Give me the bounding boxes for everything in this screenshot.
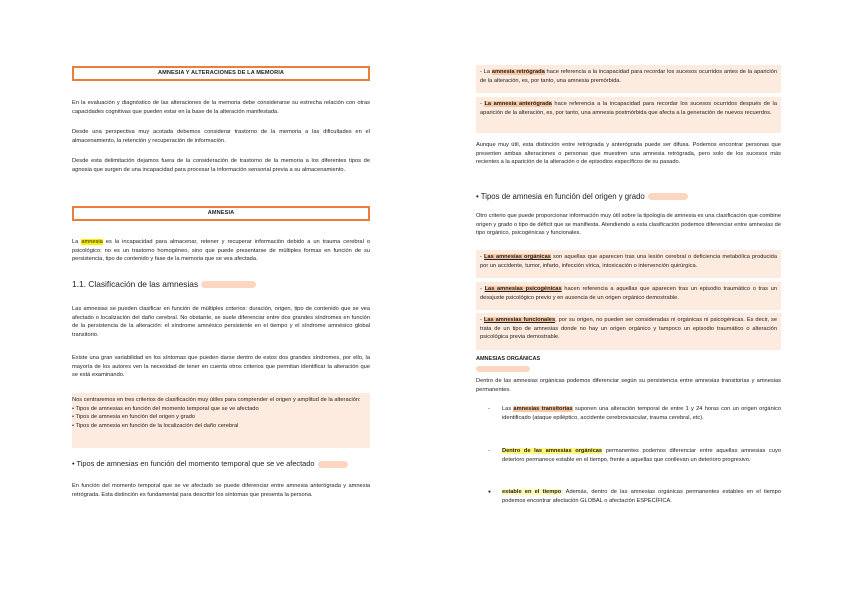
heading-underline-bar (318, 461, 348, 468)
paragraph-transitorias: Las amnesias transitorias suponen una alteración temporal de entre 1 y 24 horas con un origen orgánico identificado (ataque epiléptico, accidente cerebrovascular, trauma cerebral, etc). (502, 406, 782, 421)
highlight-psicogenicas: Las amnesias psicogénicas (484, 286, 562, 292)
subheading-organicas-row (476, 355, 781, 375)
heading-underline-bar (201, 281, 256, 288)
list-item-estable (476, 488, 781, 505)
highlight-estable: estable en el tiempo (502, 489, 562, 495)
psicogenicas-box (476, 282, 781, 310)
paragraph-persistencia: Dentro de las amnesias orgánicas podemos diferenciar según su persistencia entre amnesias transitorias y amnesias permanentes. (476, 378, 781, 393)
criteria-box (72, 393, 370, 448)
heading-underline-bar (648, 193, 688, 200)
highlight-amnesia: amnesia (81, 239, 103, 245)
highlight-transitorias: amnesias transitorias (513, 406, 573, 412)
paragraph-funcionales: - Las amnesias funcionales, por su origen, no pueden ser consideradas ni orgánicas ni psicogénicas. Es decir, se trata de un tipo de amnesias donde no hay un origen orgánico y tampoco un episodio traumático o alteración psicológica previa demostrable. (480, 317, 777, 341)
retrograda-box (476, 65, 781, 93)
subheading-underline-bar (476, 366, 530, 372)
anterograda-box (476, 97, 781, 133)
criteria-bullet-2: • Tipos de amnesia en función del origen y grado (72, 414, 196, 421)
title-amnesia-alteraciones: AMNESIA Y ALTERACIONES DE LA MEMORIA (72, 66, 370, 81)
paragraph-organicas: - Las amnesias orgánicas son aquellas que aparecen tras una lesión cerebral o deficiencia metabólica producida por un accidente, tumor, infarto, infección vírica, intoxicación o intervención quirúrgica. (480, 254, 777, 269)
highlight-dentro-organicas: Dentro de las amnesias orgánicas (502, 448, 603, 454)
paragraph-permanentes: Dentro de las amnesias orgánicas permanentes podemos diferenciar entre aquellas amnesias cuyo deterioro permanece estable en el tiempo, frente a aquellas que conllevan un deterioro progresivo. (502, 448, 781, 463)
paragraph-retrograda: - La amnesia retrógrada hace referencia a la incapacidad para recordar los sucesos ocurridos antes de la aparición de la alteración, es, por tanto, una amnesia premórbida. (480, 69, 777, 84)
highlight-funcionales: Las amnesias funcionales (483, 317, 556, 323)
list-dash: - (488, 448, 490, 454)
paragraph-variabilidad: Existe una gran variabilidad en los síntomas que pueden darse dentro de estos dos grandes síndromes, por ello, la mayoría de los autores ven la necesidad de tener en cuenta otros criterios que permitan identificar la alteración que se está examinando. (72, 355, 370, 379)
paragraph-anterograda: - La amnesia anterógrada hace referencia a la incapacidad para recordar los sucesos ocurridos después de la aparición de la alteración, es, por tanto, una amnesia postmórbida que afecta a la generación de nuevos recuerdos. (480, 101, 777, 116)
paragraph-otro-criterio: Otro criterio que puede proporcionar información muy útil sobre la tipología de amnesia es una clasificación que combine origen y grado o tipo de déficit que se manifiesta. Atendiendo a esta clasificación podemos diferenciar entre amnesias de tipo orgánico, psicogénicas y funcionales. (476, 213, 781, 237)
criteria-bullet-3: • Tipos de amnesia en función de la localización del daño cerebral (72, 422, 239, 429)
highlight-retrograda: amnesia retrógrada (491, 69, 545, 75)
list-item-permanentes (476, 447, 781, 464)
title-amnesia: AMNESIA (72, 206, 370, 221)
subheading-amnesias-organicas: AMNESIAS ORGÁNICAS (476, 356, 541, 362)
criteria-bullet-1: • Tipos de amnesias en función del momento temporal que se ve afectado (72, 405, 259, 412)
list-dash: - (488, 406, 490, 412)
paragraph-tres-criterios: Nos centraremos en tres criterios de clasificación muy útiles para comprender el origen y amplitud de la alteración: (72, 397, 361, 403)
paragraph-definicion-amnesia: La amnesia es la incapacidad para almacenar, retener y recuperar información debido a un trauma cerebral o psicológico; no es un trastorno homogéneo, sino que puede presentarse de múltiples formas en función de su persistencia, tipo de contenido y fase de la memoria que se vea afectada. (72, 239, 370, 263)
heading-momento-temporal: • Tipos de amnesias en función del momento temporal que se ve afectado (72, 458, 370, 469)
funcionales-box (476, 313, 781, 350)
heading-origen-grado: • Tipos de amnesia en función del origen y grado (476, 191, 781, 202)
list-item-transitorias (476, 405, 781, 422)
heading-clasificacion: 1.1. Clasificación de las amnesias (72, 279, 370, 290)
highlight-anterograda: La amnesia anterógrada (484, 101, 552, 107)
paragraph-distincion: Aunque muy útil, esta distinción entre retrógrada y anterógrada puede ser difusa. Podemos encontrar personas que presenten ambas alteraciones o personas que muestren una amnesia retrógrada, pero solo de los sucesos más recientes a la aparición de la alteración o de episodios específicos de su pasado. (476, 142, 781, 166)
paragraph-criterios: Las amnesias se pueden clasificar en función de múltiples criterios: duración, origen, tipo de contenido que se vea afectado o localización del daño cerebral. No obstante, se suele diferenciar entre dos grandes síndromes en función de la persistencia de la alteración: el síndrome amnésico persistente en el tiempo y el síndrome amnésico global transitorio. (72, 306, 370, 338)
bullet-dot: ● (488, 489, 492, 495)
organicas-box (476, 250, 781, 278)
paragraph-perspectiva: Desde una perspectiva muy acotada debemos considerar trastorno de la memoria a las dificultades en el almacenamiento, la retención y recuperación de información. (72, 129, 370, 144)
paragraph-evaluacion: En la evaluación y diagnóstico de las alteraciones de la memoria debe considerarse su estrecha relación con otras capacidades cognitivas que pueden estar en la base de la alteración manifestada. (72, 100, 370, 115)
paragraph-psicogenicas: - Las amnesias psicogénicas hacen referencia a aquellas que aparecen tras un episodio traumático o tras un desajuste psicológico previo y en ausencia de un origen orgánico demostrable. (480, 286, 777, 301)
paragraph-momento-temporal: En función del momento temporal que se ve afectado se puede diferenciar entre amnesia anterógrada y amnesia retrógrada. Esta distinción es fundamental para describir los síntomas que presenta la persona. (72, 483, 370, 498)
paragraph-estable: estable en el tiempo: Además, dentro de las amnesias orgánicas permanentes estables en el tiempo podemos encontrar afectación GLOBAL o afectación ESPECÍFICA. (502, 489, 781, 504)
paragraph-delimitacion: Desde esta delimitación dejamos fuera de la consideración de trastorno de la memoria a los diferentes tipos de agnosia que surgen de una incapacidad para procesar la información sensorial previa a su almacenamiento. (72, 158, 370, 173)
highlight-organicas: Las amnesias orgánicas (484, 254, 551, 260)
